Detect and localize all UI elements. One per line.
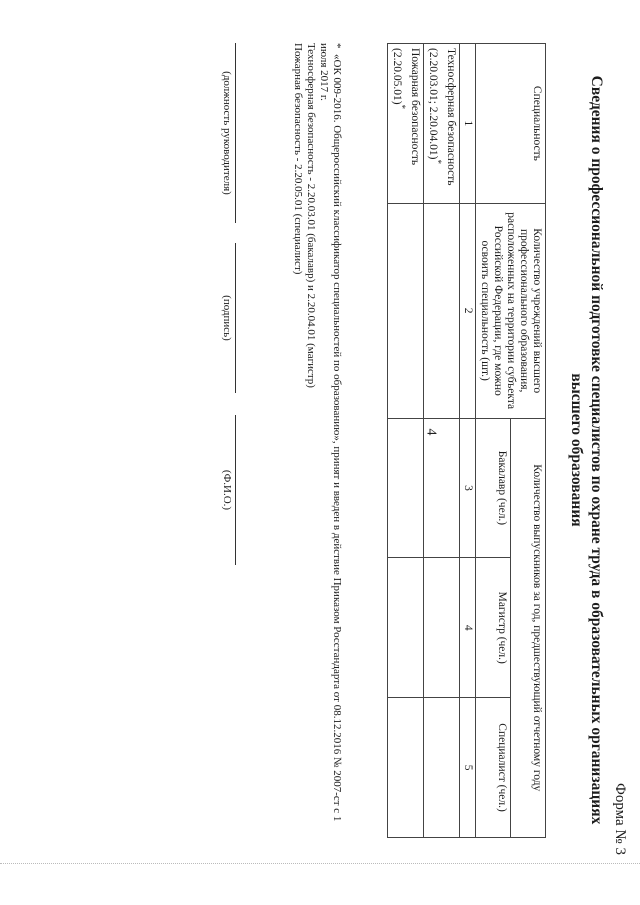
footnote-line: Техносферная безопасность - 2.20.03.01 (бакалавр) и 2.20.04.01 (магистр) xyxy=(305,43,317,388)
empty-cell[interactable] xyxy=(388,558,424,698)
header-master: Магистр (чел.) xyxy=(476,558,511,698)
empty-cell[interactable] xyxy=(388,698,424,838)
header-specialty: Специальность xyxy=(476,44,546,204)
rotated-page xyxy=(36,20,636,880)
column-number: 4 xyxy=(460,558,476,698)
footnote-mark: * xyxy=(397,104,407,110)
form-label: Форма № 3 xyxy=(612,783,628,855)
column-number: 2 xyxy=(460,203,476,418)
signature-sign-caption: (подпись) xyxy=(221,243,236,393)
table-row xyxy=(388,44,424,838)
document-title: Сведения о профессиональной подготовке специалистов по охране труда в образовательных организациях высшего образования xyxy=(568,75,605,825)
table-row xyxy=(424,44,460,838)
page-number: 4 xyxy=(423,428,439,436)
footnote-mark: * xyxy=(331,43,343,49)
footnote xyxy=(291,43,343,843)
footnote-line: «ОК 009-2016. Общероссийский классификатор специальностей по образованию», принят и введен в действие Приказом Росстандарта от 08.12.2016 № 2007-ст с 1 июля 2017 г. xyxy=(318,43,343,822)
signature-block xyxy=(206,43,236,843)
column-number: 3 xyxy=(460,418,476,558)
empty-cell[interactable] xyxy=(424,418,460,558)
empty-cell[interactable] xyxy=(424,698,460,838)
signature-position-caption: (должность руководителя) xyxy=(221,43,236,223)
header-institutions: Количество учреждений высшего профессионального образования, расположенных на территории субъекта Российской Федерации, где можно освоить специальность (шт.) xyxy=(476,203,546,418)
row-specialty xyxy=(424,44,460,204)
header-specialist: Специалист (чел.) xyxy=(476,698,511,838)
specialty-text: Пожарная безопасность (2.20.05.01) xyxy=(391,48,421,166)
specialty-text: Техносферная безопасность (2.20.03.01; 2.20.04.01) xyxy=(427,48,457,186)
empty-cell[interactable] xyxy=(388,418,424,558)
column-number: 5 xyxy=(460,698,476,838)
header-graduates: Количество выпускников за год, предшествующий отчетному году xyxy=(511,418,546,837)
signature-name-caption: (Ф.И.О.) xyxy=(221,415,236,565)
empty-cell[interactable] xyxy=(424,203,460,418)
row-specialty xyxy=(388,44,424,204)
empty-cell[interactable] xyxy=(388,203,424,418)
column-number: 1 xyxy=(460,44,476,204)
data-table xyxy=(387,43,546,838)
header-bachelor: Бакалавр (чел.) xyxy=(476,418,511,558)
page-edge-line xyxy=(0,863,640,865)
empty-cell[interactable] xyxy=(424,558,460,698)
footnote-line: Пожарная безопасность - 2.20.05.01 (специалист) xyxy=(292,43,304,275)
footnote-mark: * xyxy=(433,159,443,164)
